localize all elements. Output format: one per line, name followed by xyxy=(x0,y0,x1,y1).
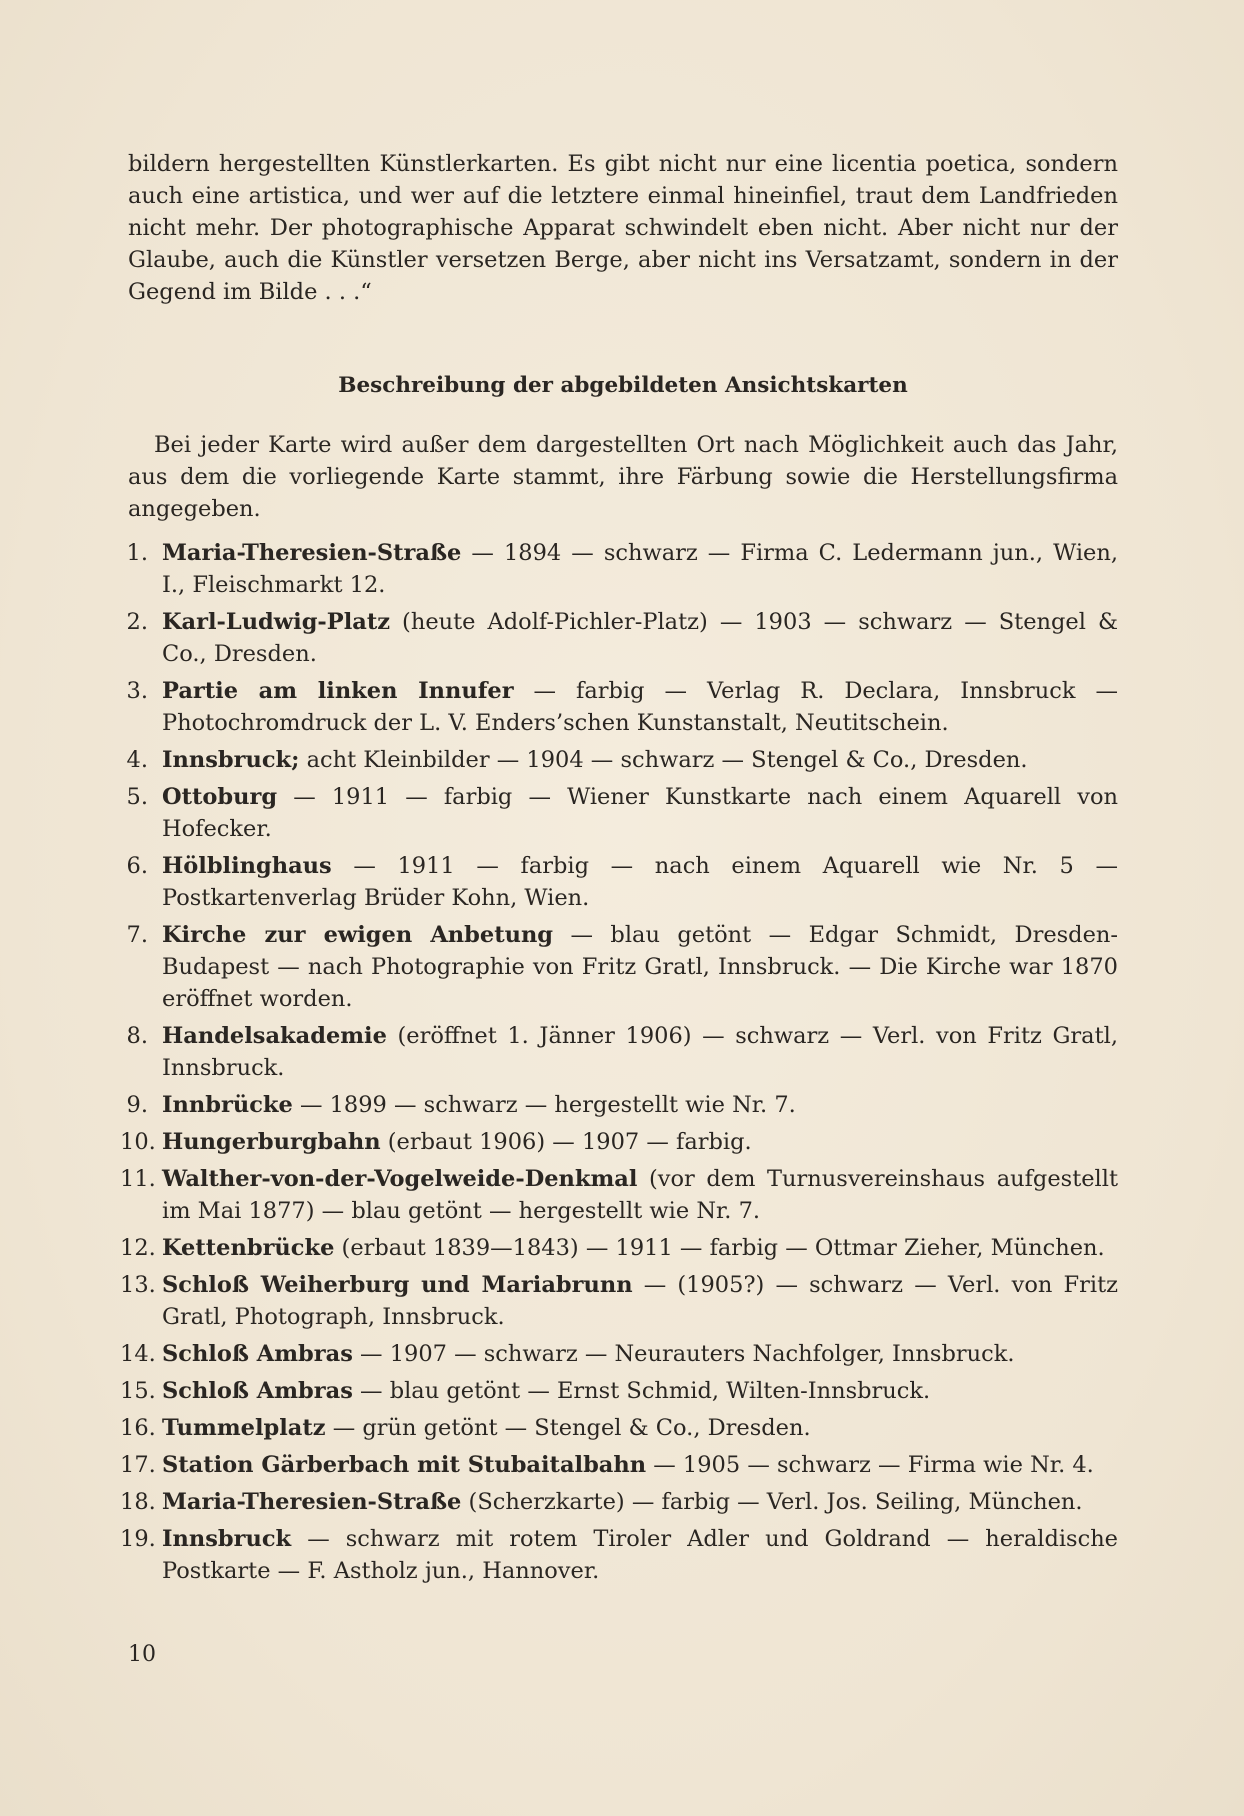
entry-details: (Scherzkarte) — farbig — Verl. Jos. Seiling, München. xyxy=(461,1489,1083,1515)
entry-number: 5. xyxy=(126,784,148,810)
entry-title: Hölblinghaus xyxy=(162,853,332,879)
entry-number: 6. xyxy=(126,853,148,879)
entry-details: — blau getönt — Edgar Schmidt, Dresden-Budapest — nach Photographie von Fritz Gratl, Innsbruck. — Die Kirche war 1870 eröffnet worden. xyxy=(162,922,1118,1012)
entry-text xyxy=(162,1089,1118,1121)
entry-text xyxy=(162,1523,1118,1587)
entry-text xyxy=(162,744,1118,776)
entry-text xyxy=(162,1020,1118,1084)
entry-title: Karl-Ludwig-Platz xyxy=(162,609,390,635)
entry-title: Hungerburgbahn xyxy=(162,1129,381,1155)
entry-title: Ottoburg xyxy=(162,784,278,810)
entry-number: 15. xyxy=(120,1378,156,1404)
intro-text: bildern hergestellten Künstlerkarten. Es gibt nicht nur eine licentia poetica, sondern auch eine artistica, und wer auf die letztere einmal hineinfiel, traut dem Landfrieden nicht mehr. Der photographische Apparat schwindelt eben nicht. Aber nicht nur der Glaube, auch die Künstler versetzen Berge, aber nicht ins Versatzamt, sondern in der Gegend im Bilde . . .“ xyxy=(128,151,1118,305)
entry-title: Kettenbrücke xyxy=(162,1235,335,1261)
entry-text xyxy=(162,1449,1118,1481)
entry-number: 17. xyxy=(120,1452,156,1478)
entry-details: — 1894 — schwarz — Firma C. Ledermann jun., Wien, I., Fleischmarkt 12. xyxy=(162,540,1118,598)
entry-details: — 1899 — schwarz — hergestellt wie Nr. 7. xyxy=(292,1092,796,1118)
list-item xyxy=(120,1269,1118,1333)
entry-number: 7. xyxy=(126,922,148,948)
entry-details: (erbaut 1906) — 1907 — farbig. xyxy=(380,1129,752,1155)
entry-title: Walther-von-der-Vogelweide-Denkmal xyxy=(162,1166,638,1192)
entry-text xyxy=(162,675,1118,739)
entry-details: — 1911 — farbig — Wiener Kunstkarte nach einem Aquarell von Hofecker. xyxy=(162,784,1118,842)
entry-number: 3. xyxy=(126,678,148,704)
entry-details: (erbaut 1839—1843) — 1911 — farbig — Ottmar Zieher, München. xyxy=(334,1235,1105,1261)
entry-title: Maria-Theresien-Straße xyxy=(162,540,462,566)
lead-paragraph xyxy=(128,429,1118,525)
entry-title: Kirche zur ewigen Anbetung xyxy=(162,922,554,948)
list-item xyxy=(120,850,1118,914)
entry-title: Schloß Ambras xyxy=(162,1341,353,1367)
list-item xyxy=(120,1020,1118,1084)
entry-title: Schloß Weiherburg und Mariabrunn xyxy=(162,1272,633,1298)
entry-text xyxy=(162,1338,1118,1370)
list-item xyxy=(120,1126,1118,1158)
entry-text xyxy=(162,1375,1118,1407)
entry-details: (heute Adolf-Pichler-Platz) — 1903 — schwarz — Stengel & Co., Dresden. xyxy=(162,609,1118,667)
lead-text: Bei jeder Karte wird außer dem dargestellten Ort nach Möglichkeit auch das Jahr, aus dem die vorliegende Karte stammt, ihre Färbung sowie die Herstellungsfirma angegeben. xyxy=(128,432,1118,522)
entry-text xyxy=(162,919,1118,1015)
list-item xyxy=(120,781,1118,845)
entry-number: 16. xyxy=(120,1415,156,1441)
entry-title: Innbrücke xyxy=(162,1092,293,1118)
entry-text xyxy=(162,537,1118,601)
entry-number: 18. xyxy=(120,1489,156,1515)
entry-details: — 1911 — farbig — nach einem Aquarell wie Nr. 5 — Postkartenverlag Brüder Kohn, Wien. xyxy=(162,853,1118,911)
entry-number: 2. xyxy=(126,609,148,635)
entry-title: Tummelplatz xyxy=(162,1415,326,1441)
entry-details: — blau getönt — Ernst Schmid, Wilten-Innsbruck. xyxy=(352,1378,931,1404)
entry-number: 1. xyxy=(126,540,148,566)
list-item xyxy=(120,606,1118,670)
entry-number: 11. xyxy=(120,1166,156,1192)
entry-number: 4. xyxy=(126,747,148,773)
postcard-description-list xyxy=(120,537,1118,1592)
entry-details: — grün getönt — Stengel & Co., Dresden. xyxy=(325,1415,811,1441)
list-item xyxy=(120,537,1118,601)
entry-text xyxy=(162,781,1118,845)
list-item xyxy=(120,1449,1118,1481)
entry-number: 8. xyxy=(126,1023,148,1049)
entry-text xyxy=(162,1232,1118,1264)
list-item xyxy=(120,1412,1118,1444)
entry-text xyxy=(162,1163,1118,1227)
list-item xyxy=(120,1232,1118,1264)
entry-details: — (1905?) — schwarz — Verl. von Fritz Gratl, Photograph, Innsbruck. xyxy=(162,1272,1118,1330)
entry-details: — schwarz mit rotem Tiroler Adler und Goldrand — heraldische Postkarte — F. Astholz jun., Hannover. xyxy=(162,1526,1118,1584)
list-item xyxy=(120,1163,1118,1227)
entry-text xyxy=(162,1269,1118,1333)
entry-text xyxy=(162,1126,1118,1158)
list-item xyxy=(120,919,1118,1015)
list-item xyxy=(120,1375,1118,1407)
entry-text xyxy=(162,850,1118,914)
list-item xyxy=(120,675,1118,739)
entry-number: 13. xyxy=(120,1272,156,1298)
entry-number: 14. xyxy=(120,1341,156,1367)
list-item xyxy=(120,1523,1118,1587)
entry-title: Schloß Ambras xyxy=(162,1378,353,1404)
entry-number: 12. xyxy=(120,1235,156,1261)
list-item xyxy=(120,1089,1118,1121)
entry-number: 9. xyxy=(126,1092,148,1118)
section-heading: Beschreibung der abgebildeten Ansichtskarten xyxy=(338,373,908,398)
entry-title: Innsbruck xyxy=(162,1526,292,1552)
entry-title: Partie am linken Innufer xyxy=(162,678,514,704)
page-number: 10 xyxy=(128,1642,156,1667)
entry-details: — farbig — Verlag R. Declara, Innsbruck — Photochromdruck der L. V. Enders’schen Kunstanstalt, Neutitschein. xyxy=(162,678,1118,736)
entry-number: 19. xyxy=(120,1526,156,1552)
list-item xyxy=(120,744,1118,776)
entry-details: acht Kleinbilder — 1904 — schwarz — Stengel & Co., Dresden. xyxy=(299,747,1028,773)
entry-text xyxy=(162,606,1118,670)
entry-title: Innsbruck; xyxy=(162,747,300,773)
entry-text xyxy=(162,1412,1118,1444)
list-item xyxy=(120,1338,1118,1370)
entry-details: (vor dem Turnusvereinshaus aufgestellt im Mai 1877) — blau getönt — hergestellt wie Nr. 7. xyxy=(162,1166,1118,1224)
intro-paragraph xyxy=(128,148,1118,308)
entry-title: Maria-Theresien-Straße xyxy=(162,1489,462,1515)
entry-title: Handelsakademie xyxy=(162,1023,387,1049)
entry-details: — 1905 — schwarz — Firma wie Nr. 4. xyxy=(646,1452,1094,1478)
entry-details: — 1907 — schwarz — Neurauters Nachfolger, Innsbruck. xyxy=(352,1341,1015,1367)
entry-details: (eröffnet 1. Jänner 1906) — schwarz — Verl. von Fritz Gratl, Innsbruck. xyxy=(162,1023,1118,1081)
entry-title: Station Gärberbach mit Stubaitalbahn xyxy=(162,1452,647,1478)
list-item xyxy=(120,1486,1118,1518)
entry-text xyxy=(162,1486,1118,1518)
entry-number: 10. xyxy=(120,1129,156,1155)
